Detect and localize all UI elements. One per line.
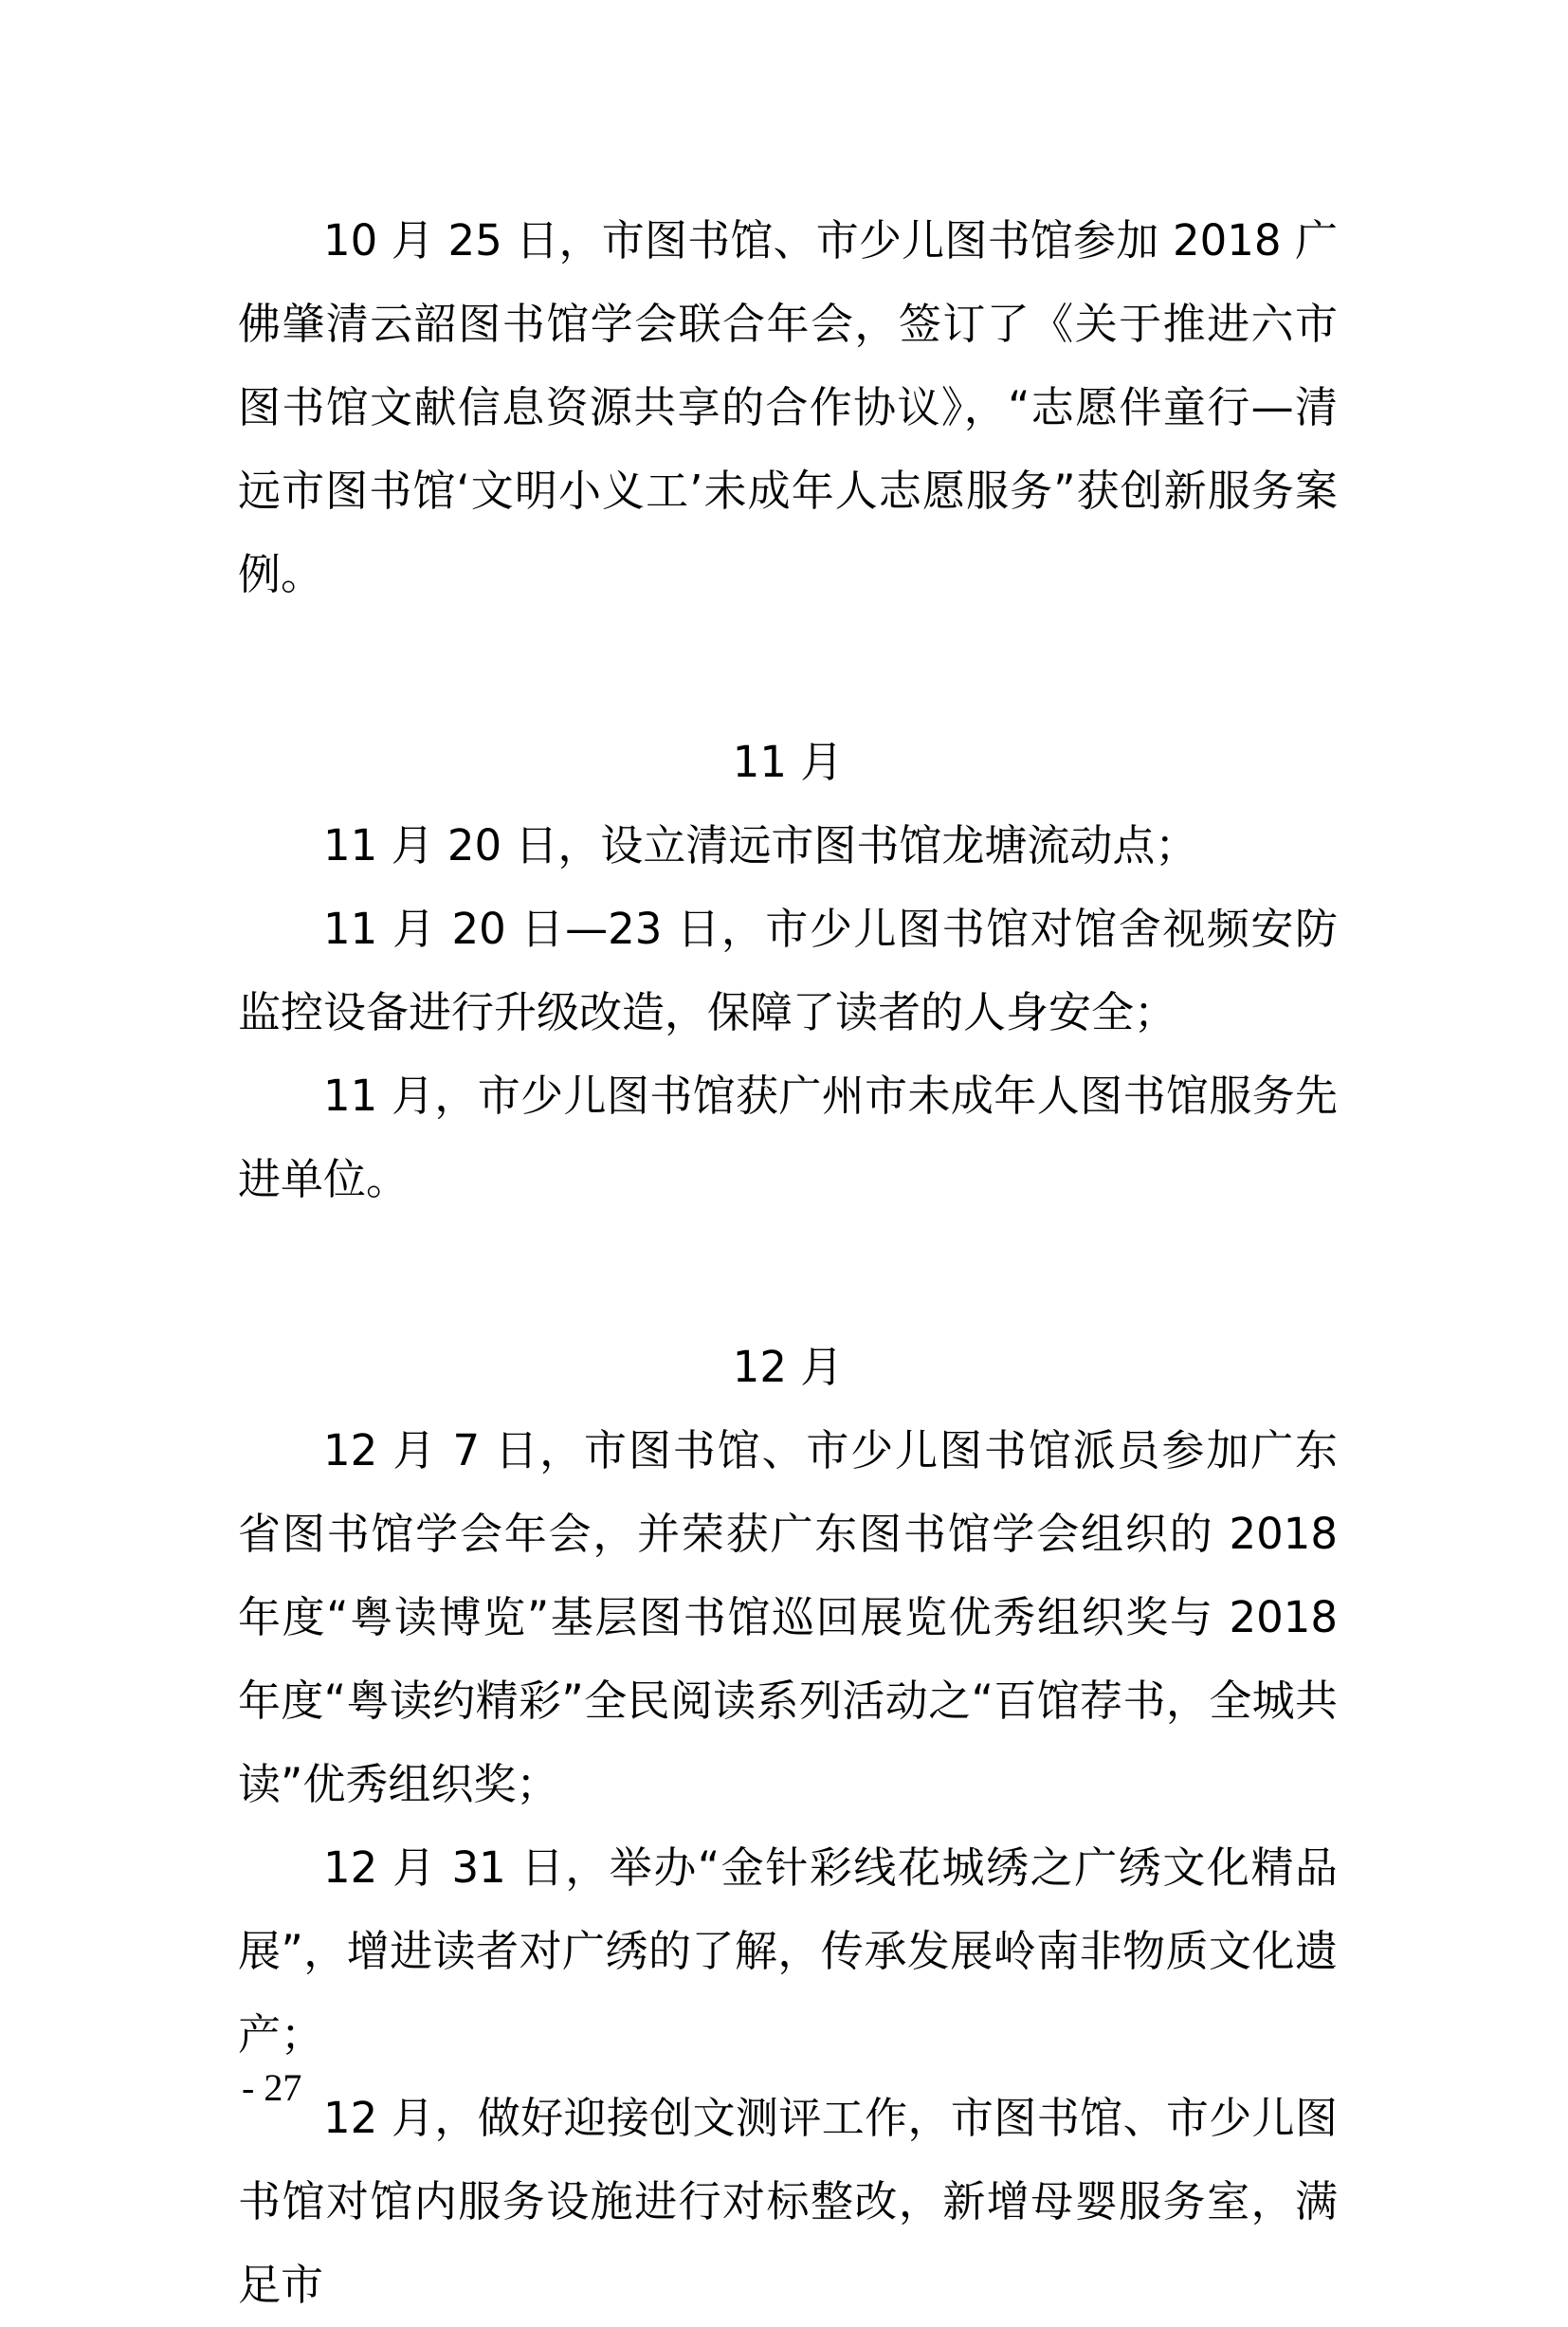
- section-spacer: [238, 616, 1338, 721]
- page-number: - 27: [242, 2066, 302, 2109]
- paragraph-nov-20: 11 月 20 日，设立清远市图书馆龙塘流动点；: [323, 820, 1198, 870]
- paragraph-nov-20-23: 11 月 20 日—23 日，市少儿图书馆对馆舍视频安防监控设备进行升级改造，保障了读者的人身安全；: [238, 904, 1338, 1037]
- document-body: [238, 199, 1338, 2327]
- section-heading-november: 11 月: [732, 737, 844, 787]
- paragraph-dec-7: 12 月 7 日，市图书馆、市少儿图书馆派员参加广东省图书馆学会年会，并荣获广东图书馆学会组织的 2018 年度“粤读博览”基层图书馆巡回展览优秀组织奖与 2018 年度“粤读约精彩”全民阅读系列活动之“百馆荐书，全城共读”优秀组织奖；: [238, 1425, 1338, 1809]
- section-spacer: [238, 1221, 1338, 1326]
- paragraph-oct-25: 10 月 25 日，市图书馆、市少儿图书馆参加 2018 广佛肇清云韶图书馆学会联合年会，签订了《关于推进六市图书馆文献信息资源共享的合作协议》，“志愿伴童行—清远市图书馆‘文明小义工’未成年人志愿服务”获创新服务案例。: [238, 215, 1338, 599]
- paragraph-nov-award: 11 月，市少儿图书馆获广州市未成年人图书馆服务先进单位。: [238, 1071, 1338, 1204]
- paragraph-dec-rectification: 12 月，做好迎接创文测评工作，市图书馆、市少儿图书馆对馆内服务设施进行对标整改，新增母婴服务室，满足市: [238, 2093, 1338, 2310]
- paragraph-dec-31: 12 月 31 日，举办“金针彩线花城绣之广绣文化精品展”，增进读者对广绣的了解，传承发展岭南非物质文化遗产；: [238, 1842, 1338, 2060]
- section-heading-december: 12 月: [732, 1342, 844, 1392]
